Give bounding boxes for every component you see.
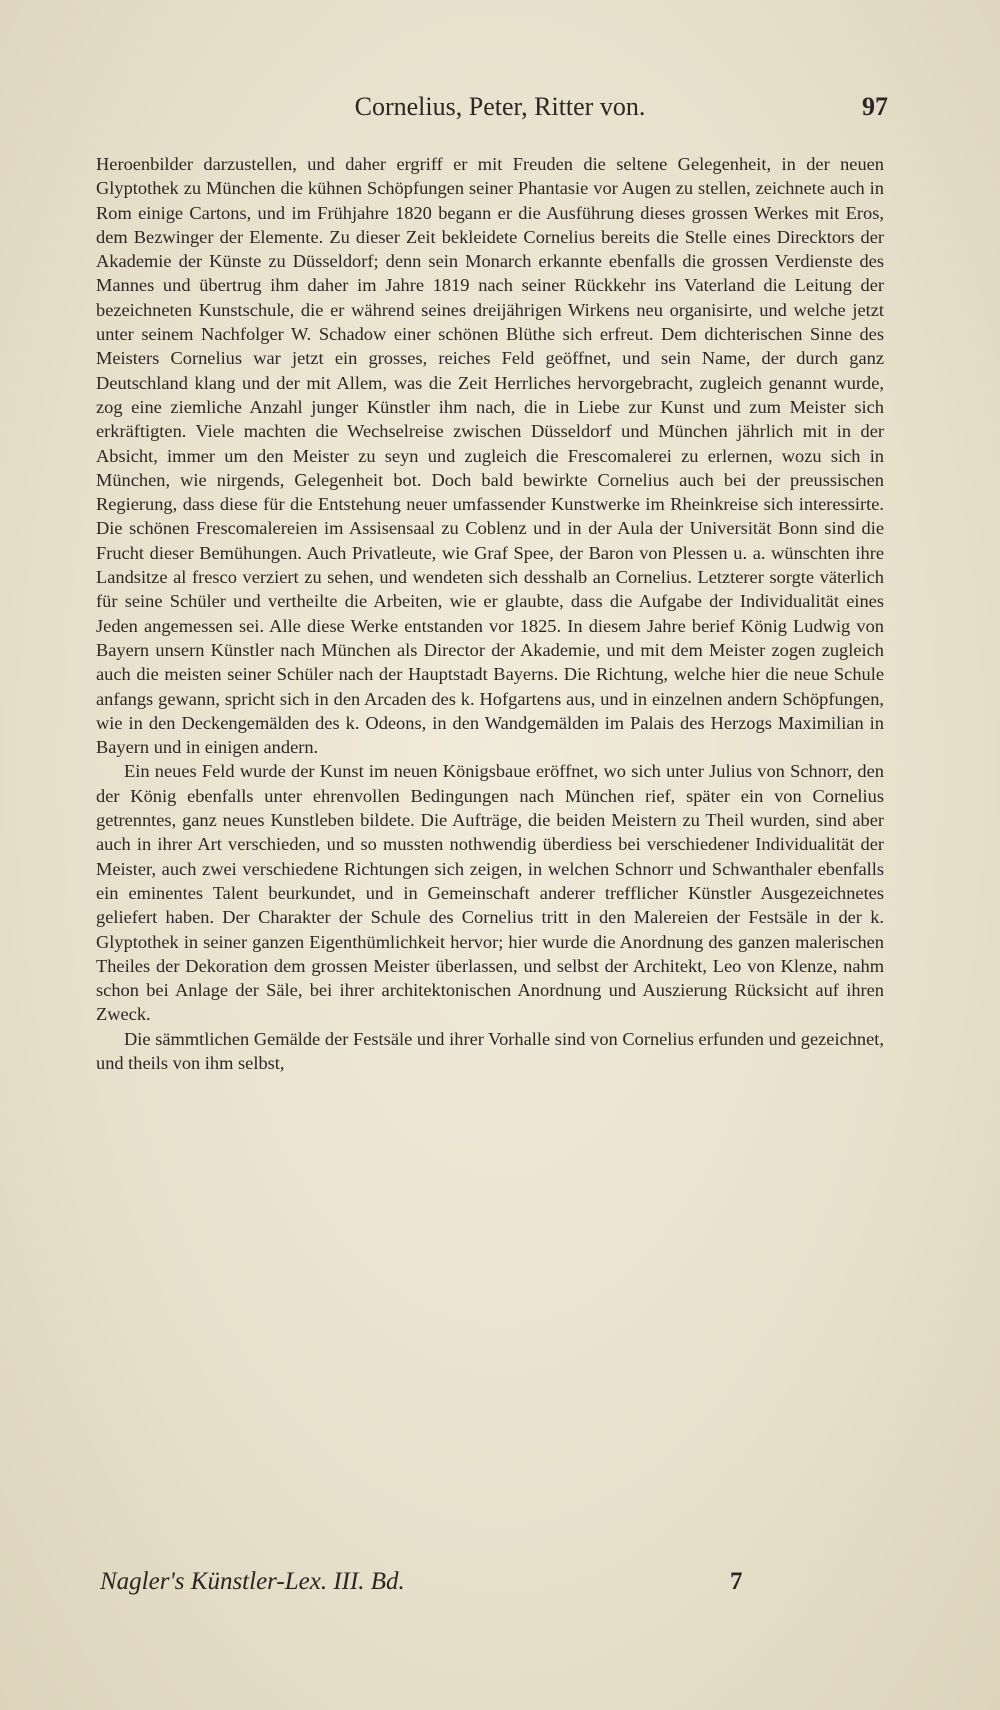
paragraph-2: Ein neues Feld wurde der Kunst im neuen Königsbaue eröffnet, wo sich unter Julius von Schnorr, den der König ebenfalls unter ehrenvollen Bedingungen nach München rief, später ein von Cornelius getrenntes, ganz neues Kunstleben bildete. Die Aufträge, die beiden Meistern zu Theil wurden, sind aber auch in ihrer Art verschieden, und so mussten nothwendig überdiess bei verschiedener Individualität der Meister, auch zwei verschiedene Richtungen sich zeigen, in welchen Schnorr und Schwanthaler ebenfalls ein eminentes Talent beurkundet, und in Gemeinschaft anderer trefflicher Künstler Ausgezeichnetes geliefert haben. Der Charakter der Schule des Cornelius tritt in den Malereien der Festsäle in der k. Glyptothek in seiner ganzen Eigenthümlichkeit hervor; hier wurde die Anordnung des ganzen malerischen Theiles der Dekoration dem grossen Meister überlassen, und selbst der Architekt, Leo von Klenze, nahm schon bei Anlage der Säle, bei ihrer architektonischen Anordnung und Auszierung Rücksicht auf ihren Zweck. <box>96 761 884 1025</box>
sheet-number: 7 <box>730 1568 743 1595</box>
running-head <box>0 92 1000 132</box>
signature-line: Nagler's Künstler-Lex. III. Bd. <box>100 1568 405 1595</box>
body-text <box>96 152 884 1075</box>
page-number: 97 <box>862 92 888 121</box>
paragraph-3: Die sämmtlichen Gemälde der Festsäle und ihrer Vorhalle sind von Cornelius erfunden und gezeichnet, und theils von ihm selbst, <box>96 1028 884 1073</box>
page-footer <box>100 1568 860 1608</box>
running-title: Cornelius, Peter, Ritter von. <box>354 92 646 121</box>
paragraph-1: Heroenbilder darzustellen, und daher ergriff er mit Freuden die seltene Gelegenheit, in der neuen Glyptothek zu München die kühnen Schöpfungen seiner Phantasie vor Augen zu stellen, zeichnete auch in Rom einige Cartons, und im Frühjahre 1820 begann er die Ausführung dieses grossen Werkes mit Eros, dem Bezwinger der Elemente. Zu dieser Zeit bekleidete Cornelius bereits die Stelle eines Direcktors der Akademie der Künste zu Düsseldorf; denn sein Monarch erkannte ebenfalls die grossen Verdienste des Mannes und übertrug ihm daher im Jahre 1819 nach seiner Rückkehr ins Vaterland die Leitung der bezeichneten Kunstschule, die er während seines dreijährigen Wirkens neu organisirte, und welche jetzt unter seinem Nachfolger W. Schadow einer schönen Blüthe sich erfreut. Dem dichterischen Sinne des Meisters Cornelius war jetzt ein grosses, reiches Feld geöffnet, und sein Name, der durch ganz Deutschland klang und der mit Allem, was die Zeit Herrliches hervorgebracht, zugleich genannt wurde, zog eine ziemliche Anzahl junger Künstler ihm nach, die in Liebe zur Kunst und zum Meister sich erkräftigten. Viele machten die Wechselreise zwischen Düsseldorf und München jährlich mit in der Absicht, immer um den Meister zu seyn und zugleich die Frescomalerei zu erlernen, wozu sich in München, wie nirgends, Gelegenheit bot. Doch bald bewirkte Cornelius auch bei der preussischen Regierung, dass diese für die Entstehung neuer umfassender Kunstwerke im Rheinkreise sich interessirte. Die schönen Frescomalereien im Assisensaal zu Coblenz und in der Aula der Universität Bonn sind die Frucht dieser Bemühungen. Auch Privatleute, wie Graf Spee, der Baron von Plessen u. a. wünschten ihre Landsitze al fresco verziert zu sehen, und wendeten sich desshalb an Cornelius. Letzterer sorgte väterlich für seine Schüler und vertheilte die Arbeiten, wie er glaubte, dass die Aufgabe der Individualität eines Jeden angemessen sei. Alle diese Werke entstanden vor 1825. In diesem Jahre berief König Ludwig von Bayern unsern Künstler nach München als Director der Akademie, und mit dem Meister zogen zugleich auch die meisten seiner Schüler nach der Hauptstadt Bayerns. Die Richtung, welche hier die neue Schule anfangs gewann, spricht sich in den Arcaden des k. Hofgartens aus, und in einzelnen andern Schöpfungen, wie in den Deckengemälden des k. Odeons, in den Wandgemälden im Palais des Herzogs Maximilian in Bayern und in einigen andern. <box>96 154 884 758</box>
